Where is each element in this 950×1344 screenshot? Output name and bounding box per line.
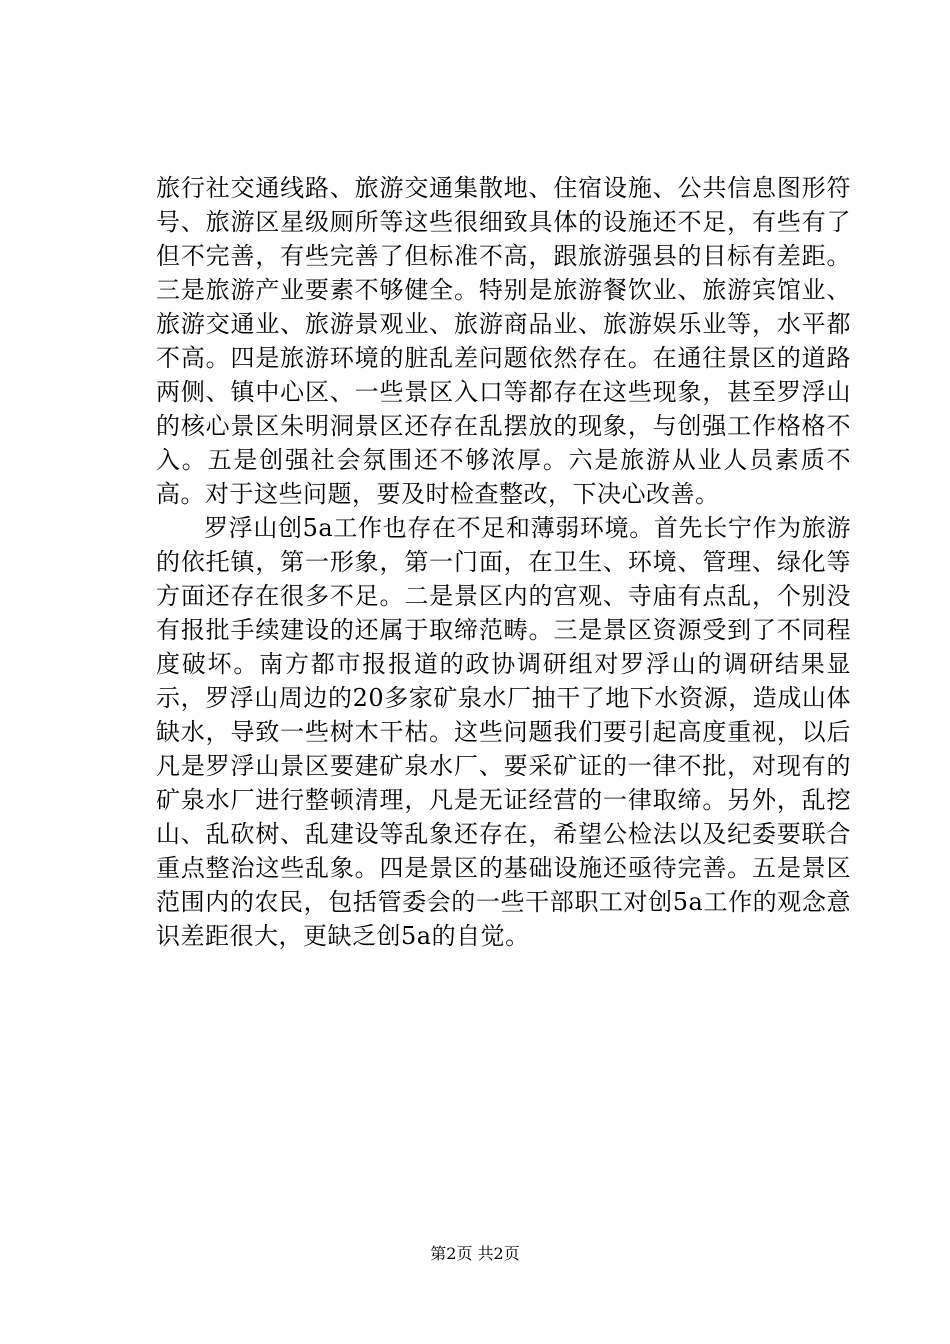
paragraph-luofushan-5a: 罗浮山创5a工作也存在不足和薄弱环境。首先长宁作为旅游的依托镇，第一形象，第一门面，在卫生、环境、管理、绿化等方面还存在很多不足。二是景区内的宫观、寺庙有点乱，个别没有报批手续建设的还属于取缔范畴。三是景区资源受到了不同程度破坏。南方都市报报道的政协调研组对罗浮山的调研结果显示，罗浮山周边的20多家矿泉水厂抽干了地下水资源，造成山体缺水，导致一些树木干枯。这些问题我们要引起高度重视，以后凡是罗浮山景区要建矿泉水厂、要采矿证的一律不批，对现有的矿泉水厂进行整顿清理，凡是无证经营的一律取缔。另外，乱挖山、乱砍树、乱建设等乱象还存在，希望公检法以及纪委要联合重点整治这些乱象。四是景区的基础设施还亟待完善。五是景区范围内的农民，包括管委会的一些干部职工对创5a工作的观念意识差距很大，更缺乏创5a的自觉。 [156, 514, 851, 950]
document-body [156, 171, 851, 953]
paragraph-continued: 旅行社交通线路、旅游交通集散地、住宿设施、公共信息图形符号、旅游区星级厕所等这些很细致具体的设施还不足，有些有了但不完善，有些完善了但标准不高，跟旅游强县的目标有差距。三是旅游产业要素不够健全。特别是旅游餐饮业、旅游宾馆业、旅游交通业、旅游景观业、旅游商品业、旅游娱乐业等，水平都不高。四是旅游环境的脏乱差问题依然存在。在通往景区的道路两侧、镇中心区、一些景区入口等都存在这些现象，甚至罗浮山的核心景区朱明洞景区还存在乱摆放的现象，与创强工作格格不入。五是创强社会氛围还不够浓厚。六是旅游从业人员素质不高。对于这些问题，要及时检查整改，下决心改善。 [156, 174, 851, 508]
page-footer: 第2页 共2页 [430, 1244, 520, 1263]
